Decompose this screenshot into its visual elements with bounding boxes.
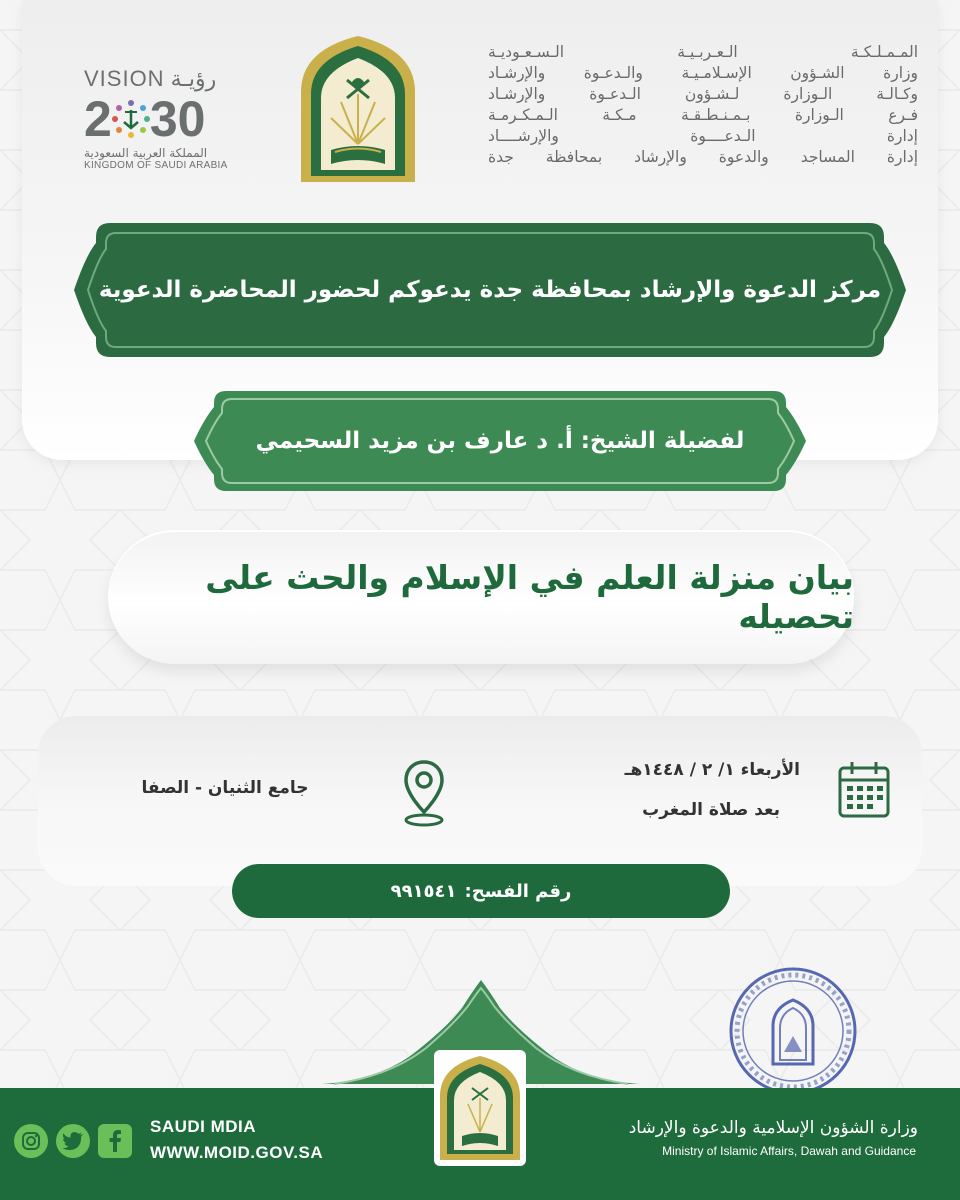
invitation-text: مركز الدعوة والإرشاد بمحافظة جدة يدعوكم لحضور المحاضرة الدعوية bbox=[98, 277, 882, 303]
facebook-icon[interactable] bbox=[98, 1124, 132, 1158]
calendar-icon bbox=[836, 760, 892, 820]
vision-year-left: 2 bbox=[84, 91, 112, 147]
details-card bbox=[38, 716, 922, 886]
vision-emblem-icon bbox=[110, 98, 152, 140]
header-line: وكـالـة الـوزارة لـشـؤون الـدعـوة والإرشـاد bbox=[488, 85, 918, 103]
header-line: المـمـلـكـة الـعـربـيـة الـسـعـوديـة bbox=[488, 43, 918, 61]
event-place: جامع الثنيان - الصفا bbox=[141, 778, 309, 798]
event-date: الأربعاء ١/ ٢ / ١٤٤٨هـ bbox=[624, 760, 800, 780]
lecture-title-pill bbox=[108, 530, 854, 664]
official-stamp bbox=[726, 964, 860, 1098]
footer-ministry-emblem-icon bbox=[434, 1050, 526, 1166]
vision-year-right: 30 bbox=[149, 91, 206, 147]
permit-number: ٩٩١٥٤١ bbox=[390, 880, 457, 902]
footer-ministry-ar: وزارة الشؤون الإسلامية والدعوة والإرشاد bbox=[628, 1118, 918, 1138]
vision-kingdom-en: KINGDOM OF SAUDI ARABIA bbox=[84, 160, 228, 171]
header-line: إدارة الـدعــــوة والإرشــــاد bbox=[488, 127, 918, 145]
website-link[interactable]: WWW.MOID.GOV.SA bbox=[150, 1143, 324, 1162]
header-line: إدارة المساجد والدعوة والإرشاد بمحافظة جدة bbox=[488, 148, 918, 166]
header-line: فـرع الـوزارة بـمـنـطـقـة مـكـة الـمـكـرمـة bbox=[488, 106, 918, 124]
vision-word: VISION bbox=[84, 66, 165, 91]
ministry-header-lines bbox=[488, 42, 918, 168]
invitation-banner bbox=[70, 215, 910, 365]
vision-word-ar: رؤيـة bbox=[170, 67, 217, 92]
footer-ministry-en: Ministry of Islamic Affairs, Dawah and Guidance bbox=[662, 1144, 916, 1158]
sheikh-banner bbox=[190, 385, 810, 497]
lecture-title: بيان منزلة العلم في الإسلام والحث على تحصيله bbox=[205, 558, 854, 636]
permit-label: رقم الفسح: bbox=[464, 880, 572, 902]
vision-2030-logo bbox=[84, 66, 254, 186]
ministry-emblem-icon bbox=[297, 32, 419, 186]
event-time: بعد صلاة المغرب bbox=[642, 800, 780, 820]
sheikh-name: لفضيلة الشيخ: أ. د عارف بن مزيد السحيمي bbox=[255, 428, 745, 454]
location-pin-icon bbox=[402, 758, 446, 828]
saudi-media-label: SAUDI MDIA bbox=[150, 1117, 257, 1136]
instagram-icon[interactable] bbox=[14, 1124, 48, 1158]
social-links bbox=[14, 1124, 132, 1158]
twitter-icon[interactable] bbox=[56, 1124, 90, 1158]
header-line: وزارة الشـؤون الإسـلامـيـة والـدعـوة والإرشـاد bbox=[488, 64, 918, 82]
vision-kingdom-ar: المملكة العربية السعودية bbox=[84, 146, 208, 160]
permit-pill bbox=[232, 864, 730, 918]
